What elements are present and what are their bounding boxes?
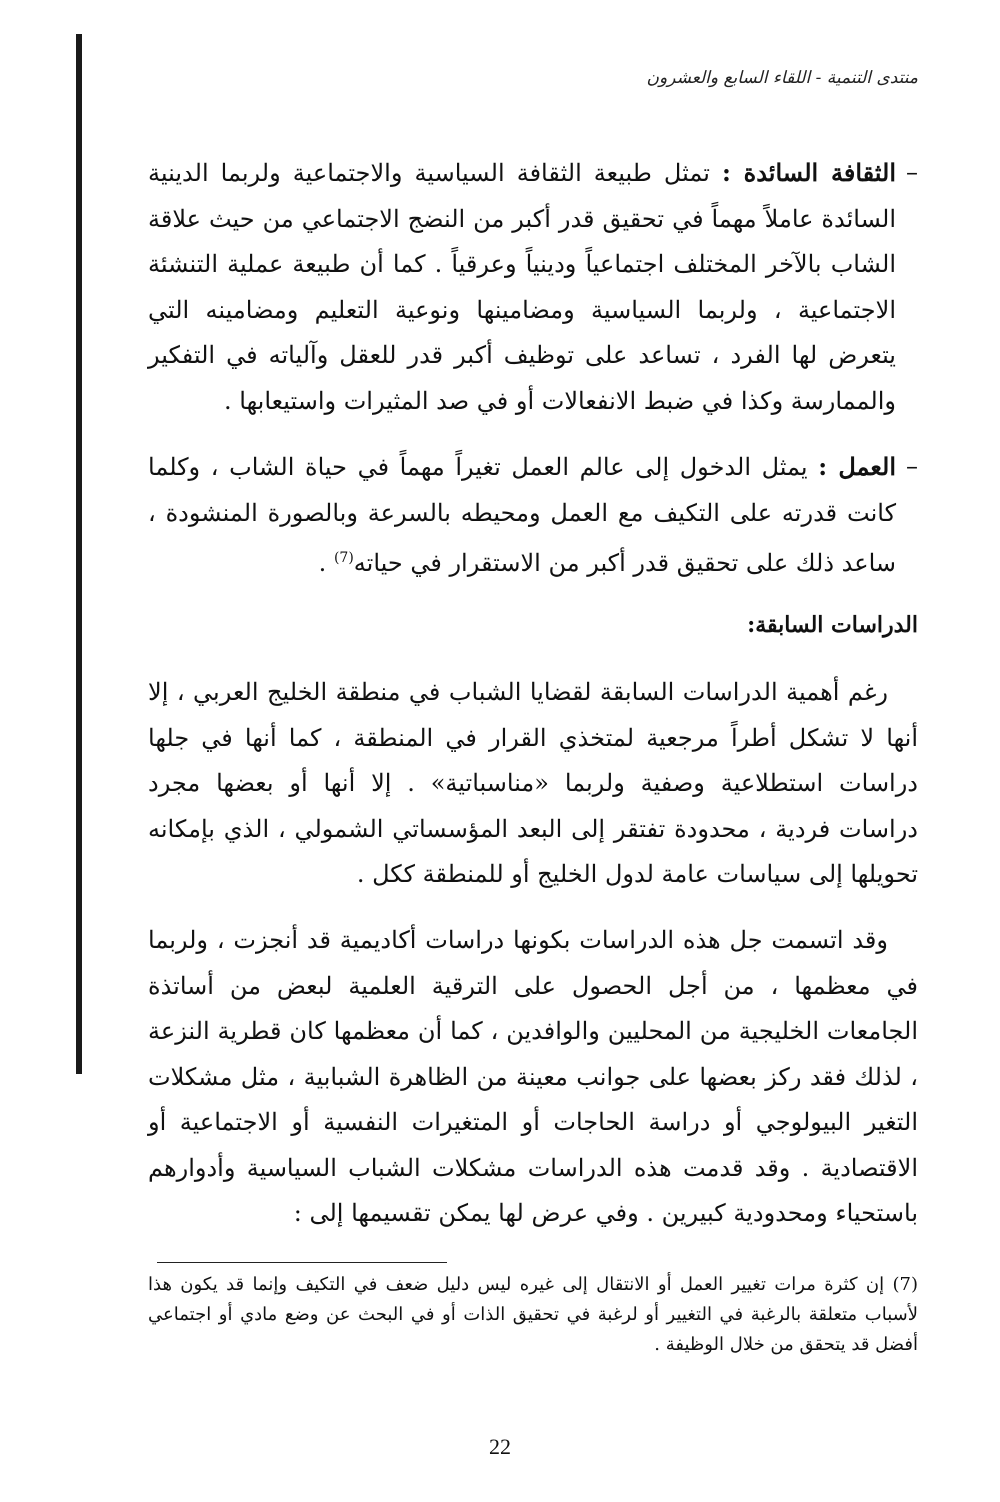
running-header: منتدى التنمية - اللقاء السابع والعشرون: [646, 68, 918, 88]
paragraph-2: وقد اتسمت جل هذه الدراسات بكونها دراسات أكاديمية قد أنجزت ، ولربما في معظمها ، من أجل الحصول على الترقية العلمية لبعض من أساتذة الجامعات الخليجية من المحليين والوافدين ، كما أن معظمها كان قطرية النزعة ، لذلك فقد ركز بعضها على جوانب معينة من الظاهرة الشبابية ، مثل مشكلات التغير البيولوجي أو دراسة الحاجات أو المتغيرات النفسية أو الاجتماعية أو الاقتصادية . وقد قدمت هذه الدراسات مشكلات الشباب السياسية وأدوارهم باستحياء ومحدودية كبيرين . وفي عرض لها يمكن تقسيمها إلى :: [148, 926, 919, 1227]
scan-edge-bar: [76, 34, 82, 1074]
bullet-term: الثقافة السائدة :: [721, 158, 896, 187]
bullet-row: [148, 150, 918, 424]
bullet-dash: –: [906, 158, 918, 186]
page-number: 22: [489, 1434, 511, 1459]
bullet-row: [148, 444, 918, 587]
bullet-end: .: [318, 549, 334, 577]
bullet-term: العمل :: [818, 452, 896, 481]
bullet-dash: –: [906, 452, 918, 480]
footnote-reference: (7): [333, 550, 354, 566]
bullet-text: يمثل الدخول إلى عالم العمل تغيراً مهماً في حياة الشاب ، وكلما كانت قدرته على التكيف مع العمل ومحيطه بالسرعة وبالصورة المنشودة ، ساعد ذلك على تحقيق قدر أكبر من الاستقرار في حياته: [148, 453, 896, 577]
bullet-work: [148, 444, 918, 587]
paragraph-1: رغم أهمية الدراسات السابقة لقضايا الشباب في منطقة الخليج العربي ، إلا أنها لا تشكل أطراً مرجعية لمتخذي القرار في المنطقة ، كما أنها في جلها دراسات استطلاعية وصفية ولربما «مناسباتية» . إلا أنها أو بعضها مجرد دراسات فردية ، محدودة تفتقر إلى البعد المؤسساتي الشمولي ، الذي بإمكانه تحويلها إلى سياسات عامة لدول الخليج أو للمنطقة ككل .: [148, 678, 918, 888]
bullet-body: [148, 444, 896, 587]
bullet-dominant-culture: [148, 150, 918, 424]
section-heading: الدراسات السابقة:: [747, 612, 918, 638]
footnote-divider: [157, 1262, 447, 1263]
footnote: (7) إن كثرة مرات تغيير العمل أو الانتقال إلى غيره ليس دليل ضعف في التكيف وإنما قد يكون هذا لأسباب متعلقة بالرغبة في التغيير أو لرغبة في تحقيق الذات أو في البحث عن وضع مادي أو اجتماعي أفضل قد يتحقق من خلال الوظيفة .: [148, 1274, 918, 1355]
bullet-body: [148, 150, 896, 424]
bullet-text: تمثل طبيعة الثقافة السياسية والاجتماعية ولربما الدينية السائدة عاملاً مهماً في تحقيق قدر أكبر من النضج الاجتماعي من حيث علاقة الشاب بالآخر المختلف اجتماعياً ودينياً وعرقياً . كما أن طبيعة عملية التنشئة الاجتماعية ، ولربما السياسية ومضامينها ونوعية التعليم ومضامينه التي يتعرض لها الفرد ، تساعد على توظيف أكبر قدر للعقل وآلياته في التفكير والممارسة وكذا في ضبط الانفعالات أو في صد المثيرات واستيعابها .: [148, 159, 896, 415]
